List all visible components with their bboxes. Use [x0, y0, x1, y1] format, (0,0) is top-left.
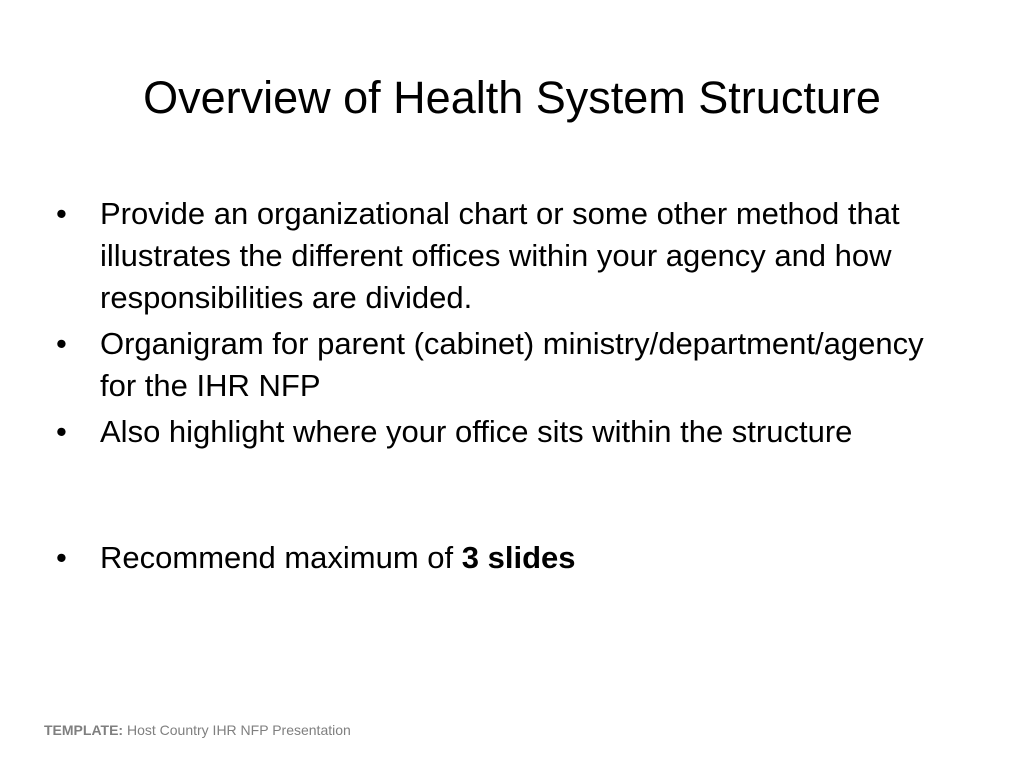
- bullet-item: [56, 323, 956, 407]
- bullet-item: [56, 411, 956, 453]
- bullet-icon: •: [56, 196, 67, 231]
- bullet-text: Also highlight where your office sits within the structure: [100, 414, 853, 449]
- footer-text: Host Country IHR NFP Presentation: [123, 722, 351, 738]
- bullet-icon: •: [56, 326, 67, 361]
- bullet-icon: •: [56, 414, 67, 449]
- bullet-text-prefix: Recommend maximum of: [100, 540, 462, 575]
- bullet-text: Provide an organizational chart or some other method that illustrates the different offices within your agency and how responsibilities are divided.: [100, 196, 900, 315]
- footer-label: TEMPLATE:: [44, 722, 124, 738]
- bullet-icon: •: [56, 540, 67, 575]
- bullet-list: [56, 193, 956, 583]
- footer: [44, 720, 351, 740]
- bullet-item: [56, 537, 956, 579]
- bullet-text: Organigram for parent (cabinet) ministry/department/agency for the IHR NFP: [100, 326, 924, 403]
- slide-title: Overview of Health System Structure: [143, 72, 881, 123]
- bullet-item: [56, 193, 956, 319]
- bullet-text-bold: 3 slides: [461, 540, 576, 575]
